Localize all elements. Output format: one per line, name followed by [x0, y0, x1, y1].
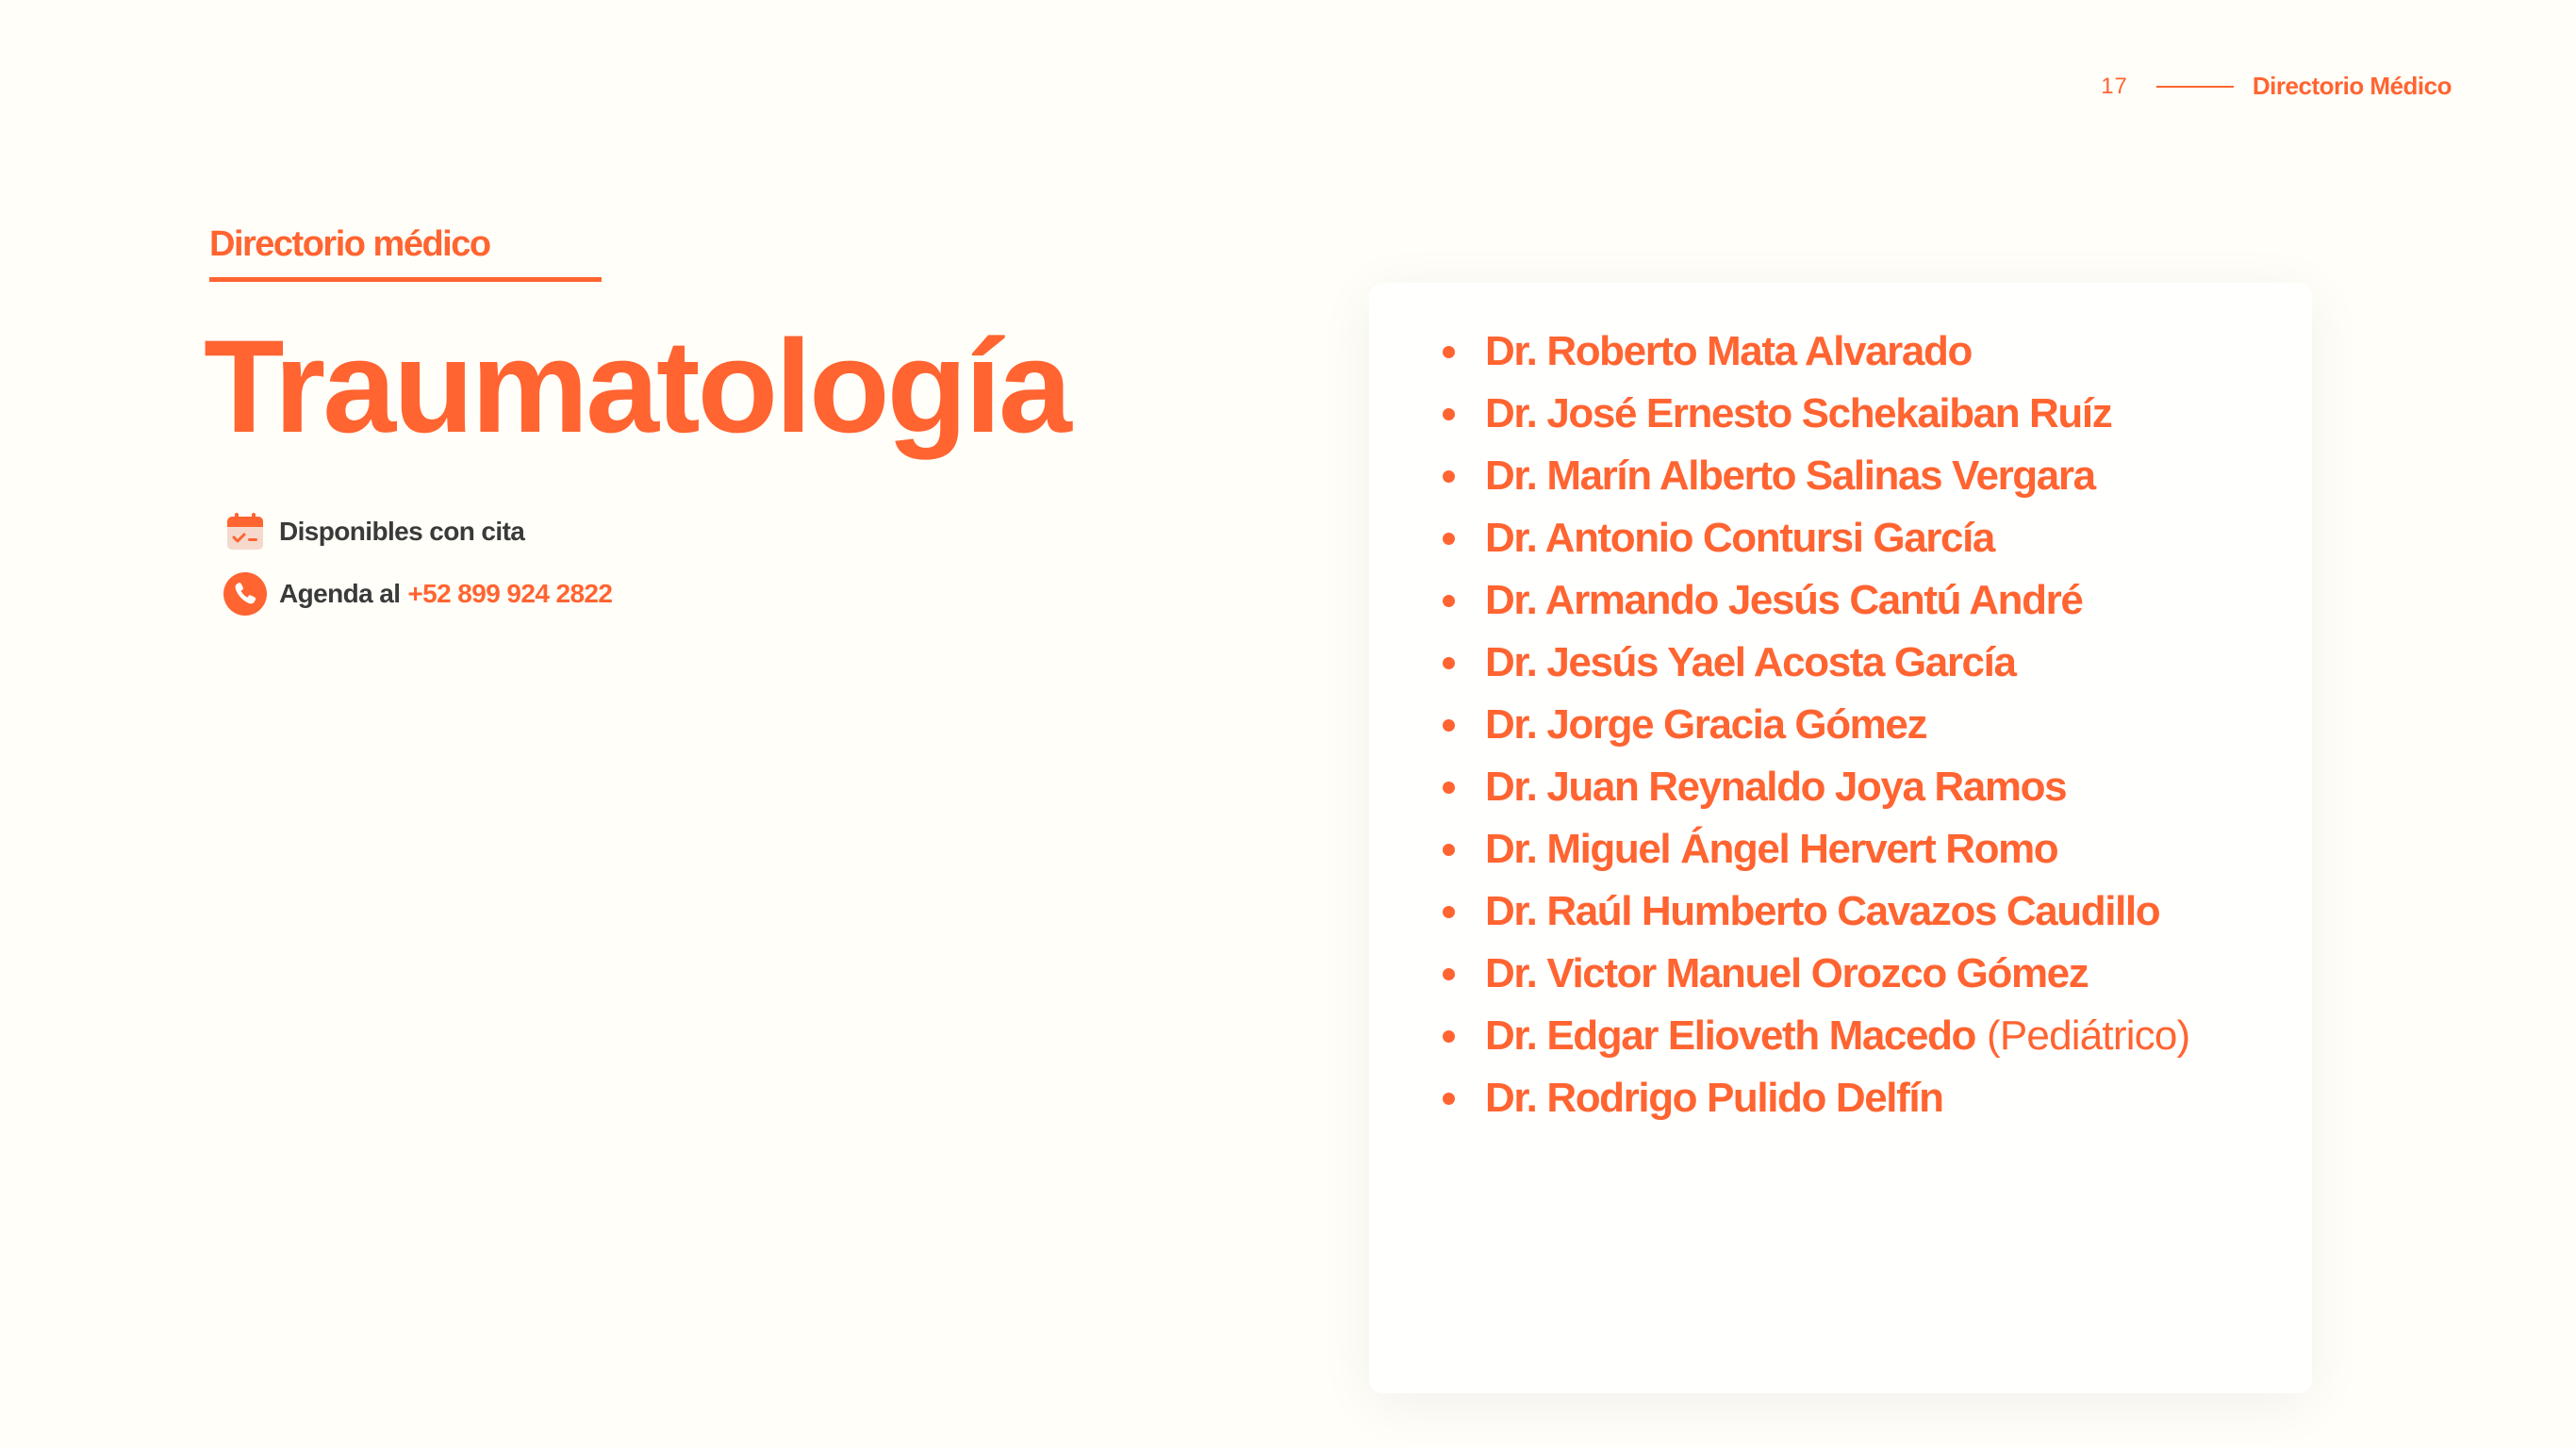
header-title: Directorio Médico — [2252, 72, 2452, 100]
bullet-dot — [1443, 1030, 1455, 1043]
doctor-item — [1443, 383, 2189, 445]
doctor-name: Dr. Edgar Elioveth Macedo — [1485, 1012, 1976, 1059]
doctor-list — [1443, 321, 2189, 1129]
bullet-dot — [1443, 533, 1455, 545]
doctor-name: Dr. Antonio Contursi García — [1485, 515, 1994, 561]
schedule-label: Agenda al — [279, 579, 401, 608]
bullet-dot — [1443, 719, 1455, 732]
doctor-item — [1443, 321, 2189, 383]
doctor-name: Dr. Marín Alberto Salinas Vergara — [1485, 452, 2095, 499]
doctor-name: Dr. Raúl Humberto Cavazos Caudillo — [1485, 888, 2160, 934]
doctor-item — [1443, 880, 2189, 943]
header-divider — [2156, 86, 2234, 88]
section-underline — [209, 277, 602, 282]
availability-row — [223, 509, 524, 554]
phone-icon — [223, 571, 268, 617]
doctor-name: Dr. Jesús Yael Acosta García — [1485, 639, 2016, 685]
doctor-name: Dr. José Ernesto Schekaiban Ruíz — [1485, 390, 2112, 436]
doctor-name: Dr. Juan Reynaldo Joya Ramos — [1485, 764, 2067, 810]
bullet-dot — [1443, 906, 1455, 918]
doctor-item — [1443, 445, 2189, 507]
doctor-name: Dr. Victor Manuel Orozco Gómez — [1485, 950, 2089, 996]
section-label: Directorio médico — [209, 224, 490, 264]
doctor-name: Dr. Roberto Mata Alvarado — [1485, 328, 1972, 374]
doctor-item — [1443, 756, 2189, 818]
doctor-name: Dr. Rodrigo Pulido Delfín — [1485, 1075, 1943, 1121]
page-header — [2101, 72, 2452, 101]
calendar-icon — [223, 509, 268, 554]
doctor-name: Dr. Jorge Gracia Gómez — [1485, 701, 1927, 748]
doctor-item — [1443, 507, 2189, 569]
page-number: 17 — [2101, 73, 2128, 99]
schedule-row — [223, 571, 612, 617]
bullet-dot — [1443, 782, 1455, 794]
doctor-item — [1443, 1005, 2189, 1067]
bullet-dot — [1443, 657, 1455, 669]
bullet-dot — [1443, 470, 1455, 483]
doctor-item — [1443, 943, 2189, 1005]
doctor-note: (Pediátrico) — [1987, 1012, 2190, 1059]
bullet-dot — [1443, 968, 1455, 980]
doctor-item — [1443, 569, 2189, 632]
doctor-item — [1443, 694, 2189, 756]
availability-text: Disponibles con cita — [279, 517, 525, 546]
bullet-dot — [1443, 595, 1455, 607]
bullet-dot — [1443, 408, 1455, 420]
doctor-name: Dr. Armando Jesús Cantú André — [1485, 577, 2083, 623]
doctor-name: Dr. Miguel Ángel Hervert Romo — [1485, 826, 2058, 872]
phone-link[interactable]: +52 899 924 2822 — [407, 579, 613, 608]
bullet-dot — [1443, 1093, 1455, 1105]
bullet-dot — [1443, 346, 1455, 358]
doctor-item — [1443, 1067, 2189, 1129]
doctor-item — [1443, 632, 2189, 694]
page-title: Traumatología — [204, 312, 1069, 460]
doctor-item — [1443, 818, 2189, 880]
bullet-dot — [1443, 844, 1455, 856]
